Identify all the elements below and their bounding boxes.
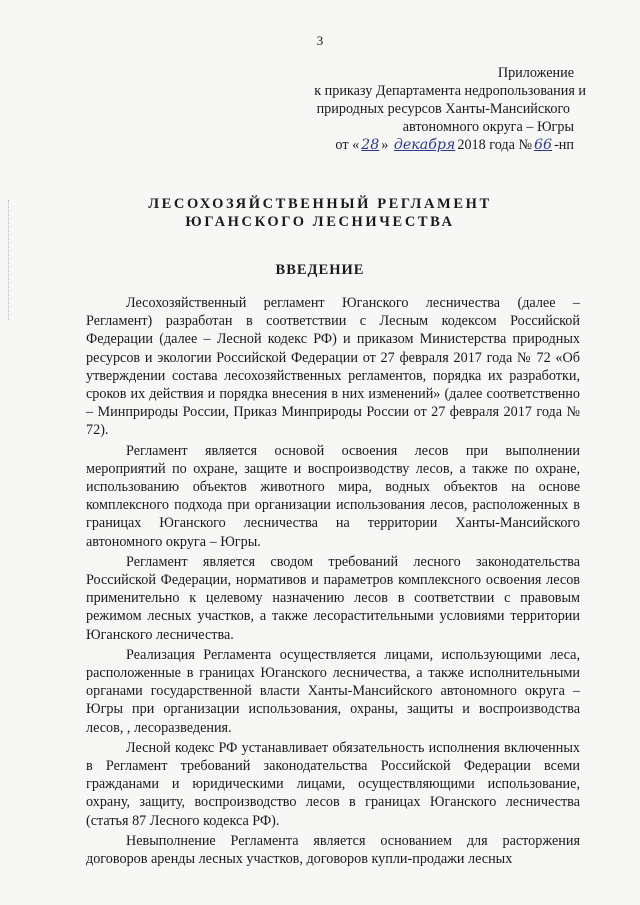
section-heading: ВВЕДЕНИЕ: [275, 262, 365, 278]
paragraph: Регламент является основой освоения лесов при выполнении мероприятий по охране, защите и воспроизводству лесов, а также по охране, использованию объектов животного мира, водных объектов на основе комплексного подхода при организации использования лесов, расположенных в границах Юганского лесничества на территории Ханты-Мансийского автономного округа – Югры.: [86, 442, 580, 550]
appendix-block: [314, 64, 586, 154]
appendix-line-3: природных ресурсов Ханты-Мансийского: [316, 101, 570, 117]
body-text: [86, 294, 580, 870]
year-text: 2018 года №: [457, 137, 533, 153]
paragraph: Невыполнение Регламента является основанием для расторжения договоров аренды лесных участков, договоров купли-продажи лесных: [86, 832, 580, 868]
paragraph: Лесохозяйственный регламент Юганского лесничества (далее – Регламент) разработан в соответствии с Лесным кодексом Российской Федерации (далее – Лесной кодекс РФ) и приказом Министерства природных ресурсов и экологии Российской Федерации от 27 февраля 2017 года № 72 «Об утверждении состава лесохозяйственных регламентов, порядка их разработки, сроков их действия и порядка внесения в них изменений» (далее соответственно – Минприроды России, Приказ Минприроды России от 27 февраля 2017 года № 72).: [86, 295, 580, 439]
handwritten-day: 28: [361, 137, 380, 153]
date-mid: »: [381, 137, 392, 153]
paragraph: Регламент является сводом требований лесного законодательства Российской Федерации, нормативов и параметров комплексного освоения лесов применительно к целевому назначению лесов в соответствии с правовым режимом лесных участков, а также лесорастительными условиями территории Юганского лесничества.: [86, 553, 580, 643]
appendix-line-1: Приложение: [497, 65, 574, 81]
paragraph: Лесной кодекс РФ устанавливает обязательность исполнения включенных в Регламент требований законодательства Российской Федерации всеми гражданами и юридическими лицами, осуществляющими использование, охрану, защиту, воспроизводство лесов в границах Юганского лесничества (статья 87 Лесного кодекса РФ).: [86, 739, 580, 829]
number-suffix: -нп: [554, 137, 574, 153]
title-line-1: ЛЕСОХОЗЯЙСТВЕННЫЙ РЕГЛАМЕНТ: [148, 196, 492, 212]
handwritten-number: 66: [534, 137, 553, 153]
appendix-line-2: к приказу Департамента недропользования и: [314, 83, 586, 99]
appendix-date-line: [314, 136, 574, 154]
title-line-2: ЮГАНСКОГО ЛЕСНИЧЕСТВА: [185, 214, 455, 230]
appendix-line-4: автономного округа – Югры: [402, 119, 574, 135]
document-title: [0, 195, 640, 231]
handwritten-month: декабря: [393, 137, 456, 153]
page-number: 3: [316, 33, 324, 48]
paragraph: Реализация Регламента осуществляется лицами, использующими леса, расположенные в границах Юганского лесничества, а также исполнительными органами государственной власти Ханты-Мансийского автономного округа – Югры при организации использования, охраны, защиты и воспроизводства лесов, , лесоразведения.: [86, 646, 580, 736]
date-prefix: от «: [335, 137, 360, 153]
